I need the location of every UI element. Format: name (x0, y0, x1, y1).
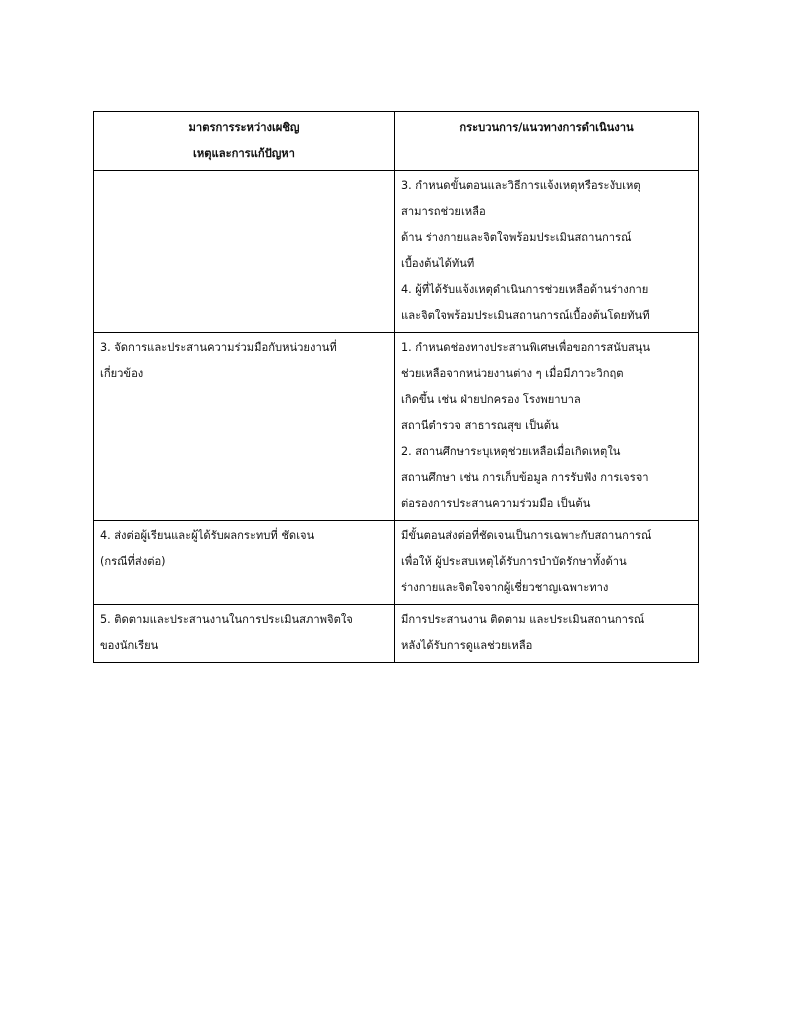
table-row (94, 171, 699, 333)
cell-line: ด้าน ร่างกายและจิตใจพร้อมประเมินสถานการณ์ (401, 231, 632, 244)
process-cell (395, 605, 699, 663)
table-row (94, 521, 699, 605)
cell-line: (กรณีที่ส่งต่อ) (100, 555, 166, 568)
measure-cell (94, 521, 395, 605)
table-body (94, 171, 699, 663)
cell-line: ร่างกายและจิตใจจากผู้เชี่ยวชาญเฉพาะทาง (401, 581, 609, 594)
cell-line: เบื้องต้นได้ทันที (401, 257, 475, 270)
table-row (94, 333, 699, 521)
process-cell (395, 171, 699, 333)
cell-line: เพื่อให้ ผู้ประสบเหตุได้รับการบำบัดรักษาทั้งด้าน (401, 555, 627, 568)
cell-line: 5. ติดตามและประสานงานในการประเมินสภาพจิตใจ (100, 613, 353, 626)
cell-line: และจิตใจพร้อมประเมินสถานการณ์เบื้องต้นโดยทันที (401, 309, 650, 322)
header-measures (94, 112, 395, 171)
cell-line: มีการประสานงาน ติดตาม และประเมินสถานการณ์ (401, 613, 645, 626)
process-cell (395, 521, 699, 605)
measure-cell (94, 171, 395, 333)
process-cell (395, 333, 699, 521)
cell-line: หลังได้รับการดูแลช่วยเหลือ (401, 639, 533, 652)
cell-line: มีขั้นตอนส่งต่อที่ชัดเจนเป็นการเฉพาะกับสถานการณ์ (401, 529, 652, 542)
cell-line: สามารถช่วยเหลือ (401, 205, 486, 218)
measures-table (93, 111, 699, 663)
header-line: กระบวนการ/แนวทางการดำเนินงาน (459, 121, 634, 134)
cell-line: เกี่ยวข้อง (100, 367, 144, 380)
cell-line: 2. สถานศึกษาระบุเหตุช่วยเหลือเมื่อเกิดเหตุใน (401, 445, 621, 458)
cell-line: 1. กำหนดช่องทางประสานพิเศษเพื่อขอการสนับสนุน (401, 341, 651, 354)
header-line: มาตรการระหว่างเผชิญ (188, 121, 300, 134)
cell-line: เกิดขึ้น เช่น ฝ่ายปกครอง โรงพยาบาล (401, 393, 581, 406)
table-header-row (94, 112, 699, 171)
header-line: เหตุและการแก้ปัญหา (193, 147, 295, 160)
cell-line: สถานศึกษา เช่น การเก็บข้อมูล การรับฟัง การเจรจา (401, 471, 649, 484)
cell-line: 3. จัดการและประสานความร่วมมือกับหน่วยงานที่ (100, 341, 337, 354)
cell-line: 4. ผู้ที่ได้รับแจ้งเหตุดำเนินการช่วยเหลือด้านร่างกาย (401, 283, 649, 296)
table-row (94, 605, 699, 663)
measure-cell (94, 333, 395, 521)
cell-line: ต่อรองการประสานความร่วมมือ เป็นต้น (401, 497, 591, 510)
cell-line: ช่วยเหลือจากหน่วยงานต่าง ๆ เมื่อมีภาวะวิกฤต (401, 367, 624, 380)
cell-line: 4. ส่งต่อผู้เรียนและผู้ได้รับผลกระทบที่ ชัดเจน (100, 529, 315, 542)
header-process (395, 112, 699, 171)
cell-line: 3. กำหนดขั้นตอนและวิธีการแจ้งเหตุหรือระงับเหตุ (401, 179, 641, 192)
cell-line: สถานีตำรวจ สาธารณสุข เป็นต้น (401, 419, 559, 432)
measure-cell (94, 605, 395, 663)
cell-line: ของนักเรียน (100, 639, 159, 652)
